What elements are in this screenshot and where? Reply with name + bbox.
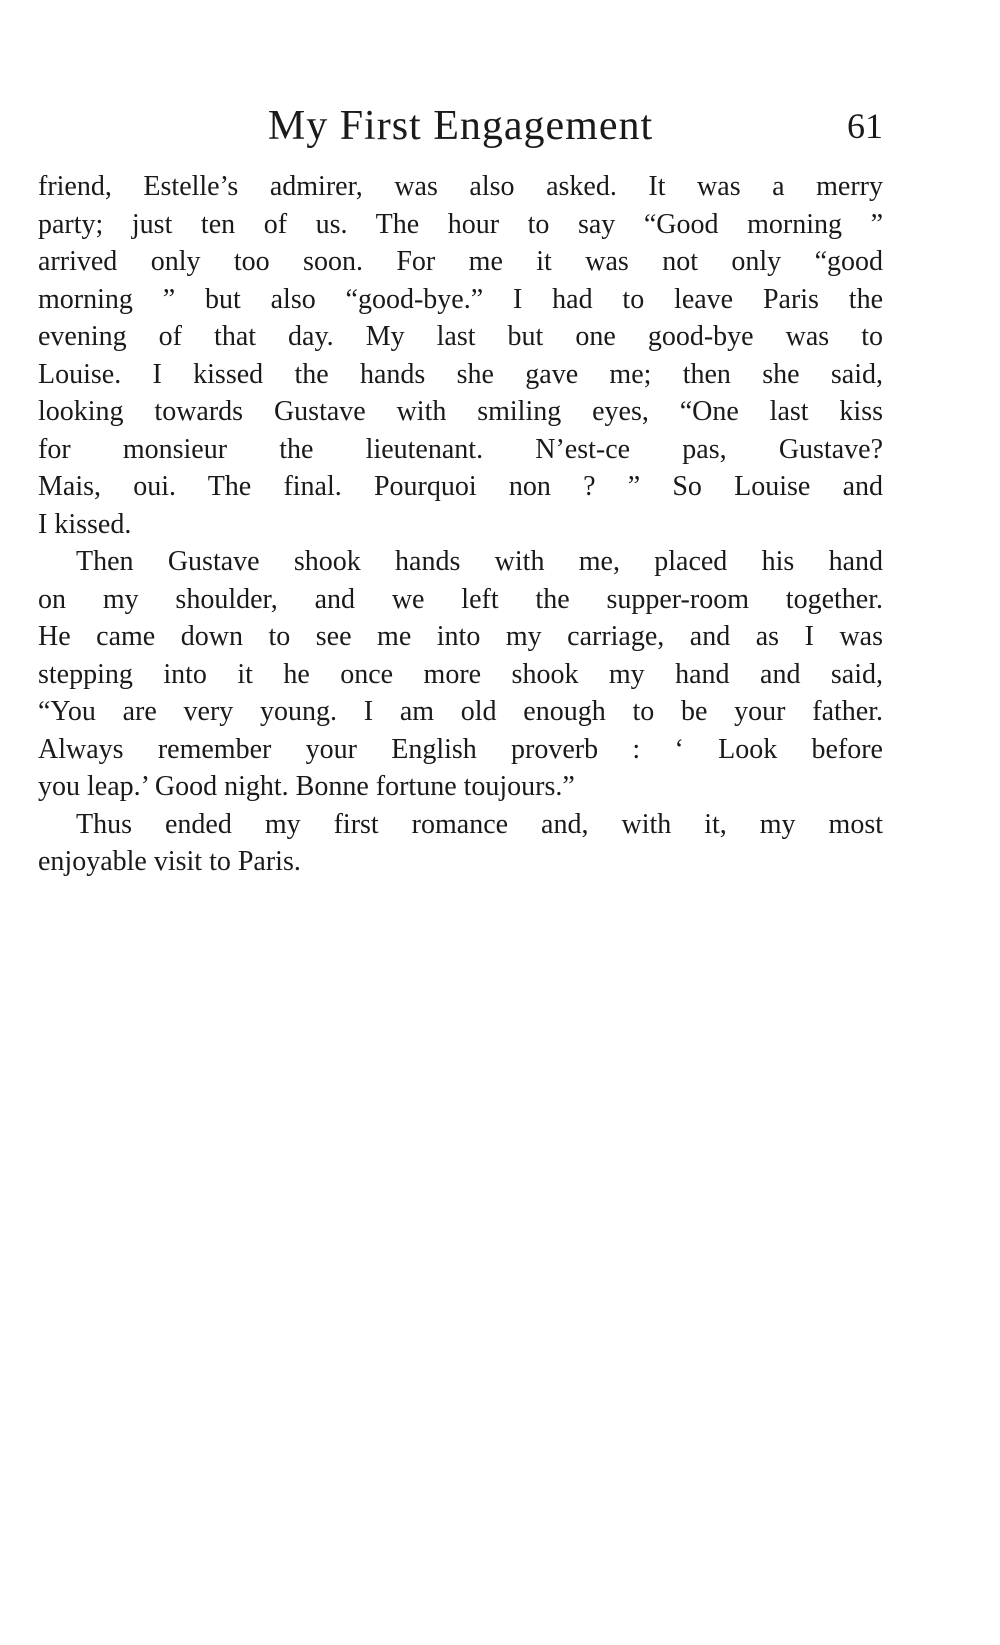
page-number: 61 xyxy=(847,106,883,146)
text-line: you leap.’ Good night. Bonne fortune toujours.” xyxy=(38,771,575,802)
text-line: I kissed. xyxy=(38,508,132,540)
running-title: My First Engagement xyxy=(267,103,654,149)
text-line: Thus ended my first romance and, with it, my most xyxy=(76,808,883,840)
text-line: Then Gustave shook hands with me, placed his hand xyxy=(76,546,883,577)
text-line: arrived only too soon. For me it was not only “good xyxy=(38,246,883,277)
text-line: “You are very young. I am old enough to be your father. xyxy=(38,696,883,727)
text-line: evening of that day. My last but one good-bye was to xyxy=(38,321,883,352)
text-line: for monsieur the lieutenant. N’est-ce pas, Gustave? xyxy=(38,433,883,465)
text-line: Always remember your English proverb : ‘ Look before xyxy=(38,733,883,765)
text-line: Louise. I kissed the hands she gave me; then she said, xyxy=(38,358,883,390)
text-line: He came down to see me into my carriage, and as I was xyxy=(38,621,883,652)
body-text xyxy=(38,168,883,881)
text-line: party; just ten of us. The hour to say “Good morning ” xyxy=(38,208,883,240)
text-line: Mais, oui. The final. Pourquoi non ? ” So Louise and xyxy=(38,471,883,502)
text-line: looking towards Gustave with smiling eyes, “One last kiss xyxy=(38,396,883,427)
text-line: friend, Estelle’s admirer, was also asked. It was a merry xyxy=(38,171,883,202)
text-line: morning ” but also “good-bye.” I had to leave Paris the xyxy=(38,283,883,315)
text-line: stepping into it he once more shook my hand and said, xyxy=(38,658,883,690)
text-line: on my shoulder, and we left the supper-room together. xyxy=(38,583,883,615)
running-head xyxy=(38,98,883,154)
text-line: enjoyable visit to Paris. xyxy=(38,846,301,877)
